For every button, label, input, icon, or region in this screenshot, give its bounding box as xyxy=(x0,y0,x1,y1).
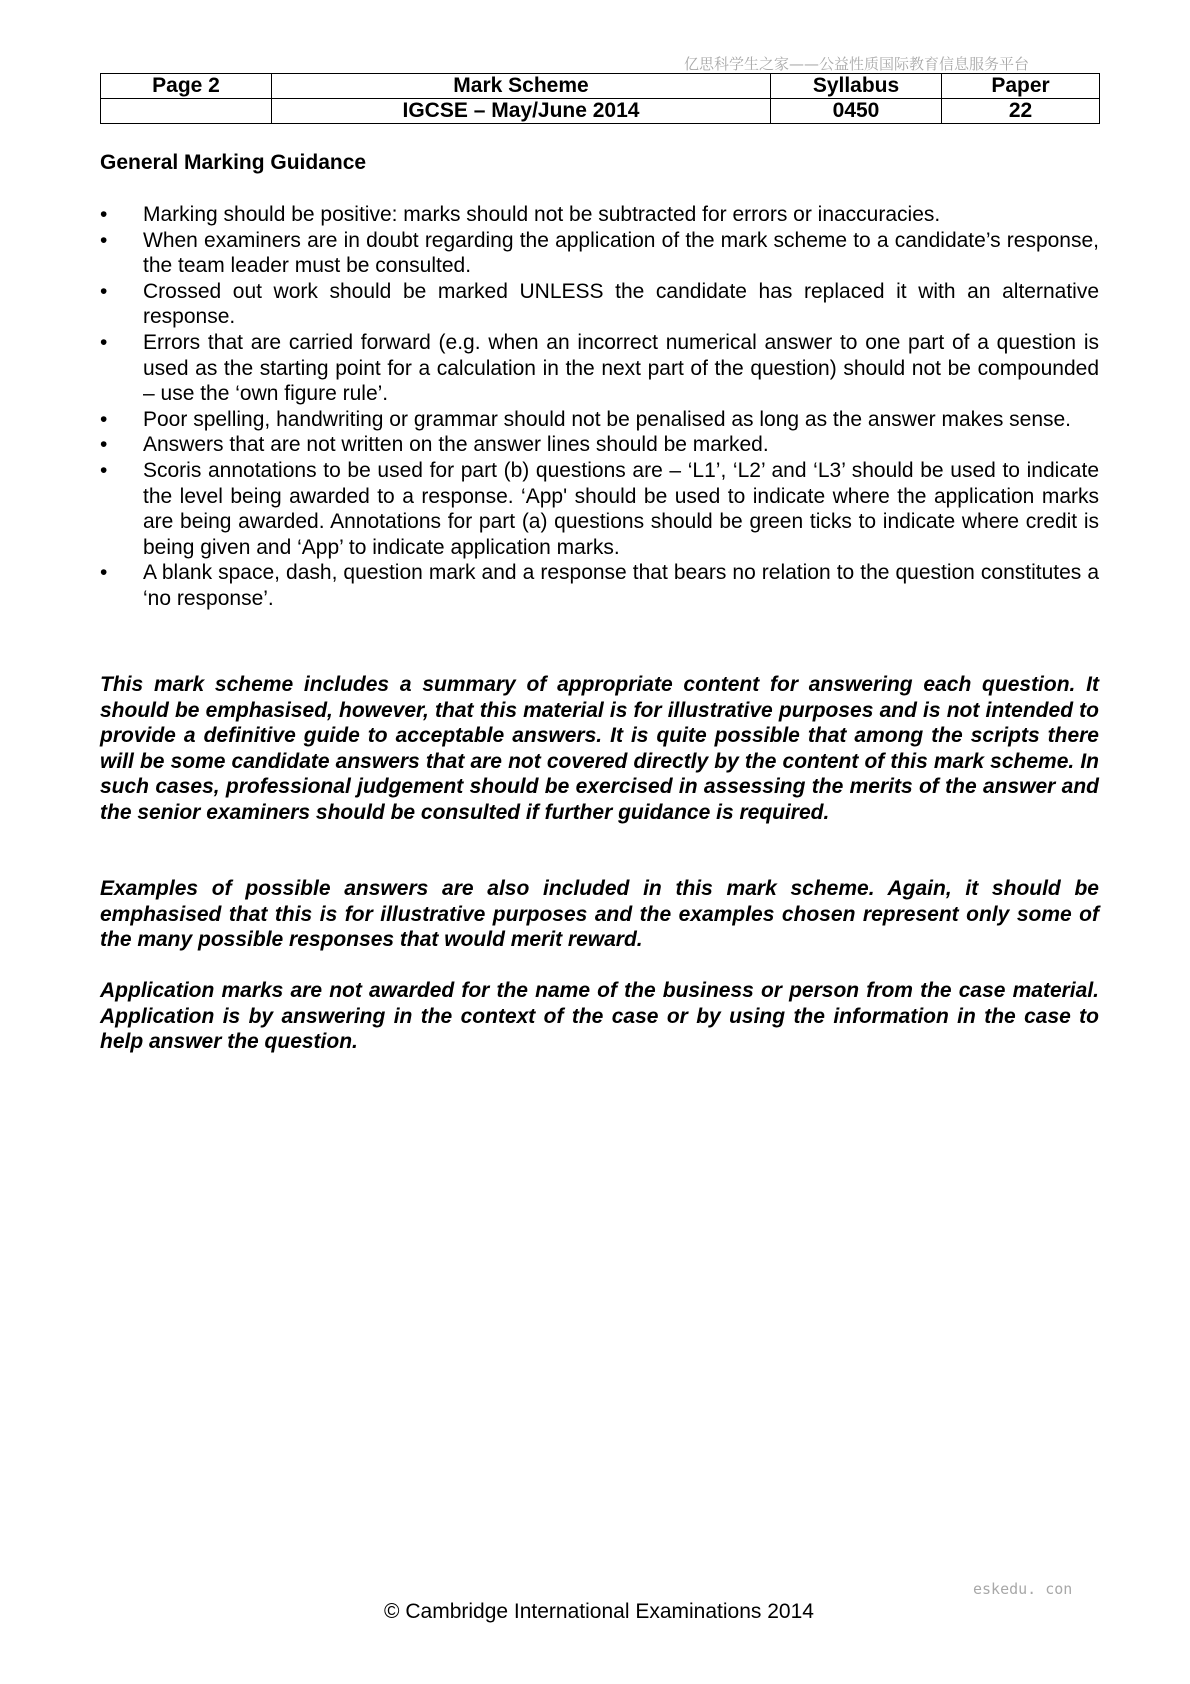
guidance-item xyxy=(100,407,1099,433)
bullet-icon: • xyxy=(100,279,108,303)
bullet-icon: • xyxy=(100,561,108,585)
bullet-icon: • xyxy=(100,330,108,354)
guidance-item xyxy=(100,330,1099,407)
header-syllabus-label: Syllabus xyxy=(771,74,942,99)
header-page-cell: Page 2 xyxy=(101,74,272,99)
watermark-bottom: eskedu. con xyxy=(973,1580,1073,1598)
bullet-icon: • xyxy=(100,228,108,252)
copyright-footer: © Cambridge International Examinations 2014 xyxy=(384,1600,814,1623)
guidance-item-text: Scoris annotations to be used for part (b) questions are – ‘L1’, ‘L2’ and ‘L3’ should be used to indicate the level being awarded to a response. ‘App' should be used to indicate where the application marks are being awarded. Annotations for part (a) questions should be green ticks to indicate where credit is being given and ‘App’ to indicate application marks. xyxy=(143,458,1099,559)
examples-note-paragraph: Examples of possible answers are also included in this mark scheme. Again, it should be emphasised that this is for illustrative purposes and the examples chosen represent only some of the many possible responses that would merit reward. xyxy=(100,877,1099,952)
header-empty-cell xyxy=(101,99,272,124)
guidance-list xyxy=(100,202,1099,612)
guidance-item xyxy=(100,279,1099,330)
bullet-icon: • xyxy=(100,458,108,482)
guidance-item xyxy=(100,432,1099,458)
header-paper-label: Paper xyxy=(942,74,1100,99)
guidance-item xyxy=(100,228,1099,279)
section-heading: General Marking Guidance xyxy=(100,151,367,174)
mark-scheme-note-paragraph: This mark scheme includes a summary of appropriate content for answering each question. It should be emphasised, however, that this material is for illustrative purposes and is not intended to provide a definitive guide to acceptable answers. It is quite possible that among the scripts there will be some candidate answers that are not covered directly by the content of this mark scheme. In such cases, professional judgement should be exercised in assessing the merits of the answer and the senior examiners should be consulted if further guidance is required. xyxy=(100,673,1099,824)
header-table xyxy=(100,73,1100,124)
bullet-icon: • xyxy=(100,407,108,431)
guidance-item-text: A blank space, dash, question mark and a response that bears no relation to the question constitutes a ‘no response’. xyxy=(143,561,1099,610)
bullet-icon: • xyxy=(100,433,108,457)
guidance-item xyxy=(100,458,1099,560)
header-row-values xyxy=(101,99,1100,124)
guidance-item-text: Marking should be positive: marks should not be subtracted for errors or inaccuracies. xyxy=(143,203,941,226)
watermark-top: 亿思科学生之家——公益性质国际教育信息服务平台 xyxy=(684,55,1030,73)
header-row-labels xyxy=(101,74,1100,99)
guidance-item-text: Answers that are not written on the answer lines should be marked. xyxy=(143,433,769,457)
guidance-item xyxy=(100,202,1099,228)
guidance-item-text: Crossed out work should be marked UNLESS the candidate has replaced it with an alternative response. xyxy=(143,279,1099,329)
application-marks-paragraph: Application marks are not awarded for the name of the business or person from the case material. Application is by answering in the context of the case or by using the information in the case to help answer the question. xyxy=(100,979,1099,1054)
bullet-icon: • xyxy=(100,203,108,226)
header-title-cell: Mark Scheme xyxy=(272,74,771,99)
guidance-item-text: When examiners are in doubt regarding the application of the mark scheme to a candidate’s response, the team leader must be consulted. xyxy=(143,228,1099,278)
header-paper-number: 22 xyxy=(942,99,1100,124)
guidance-item xyxy=(100,560,1099,611)
header-exam-session: IGCSE – May/June 2014 xyxy=(272,99,771,124)
guidance-item-text: Errors that are carried forward (e.g. when an incorrect numerical answer to one part of a question is used as the starting point for a calculation in the next part of the question) should not be compounded – use the ‘own figure rule’. xyxy=(143,330,1099,406)
header-syllabus-code: 0450 xyxy=(771,99,942,124)
guidance-item-text: Poor spelling, handwriting or grammar should not be penalised as long as the answer makes sense. xyxy=(143,407,1072,431)
